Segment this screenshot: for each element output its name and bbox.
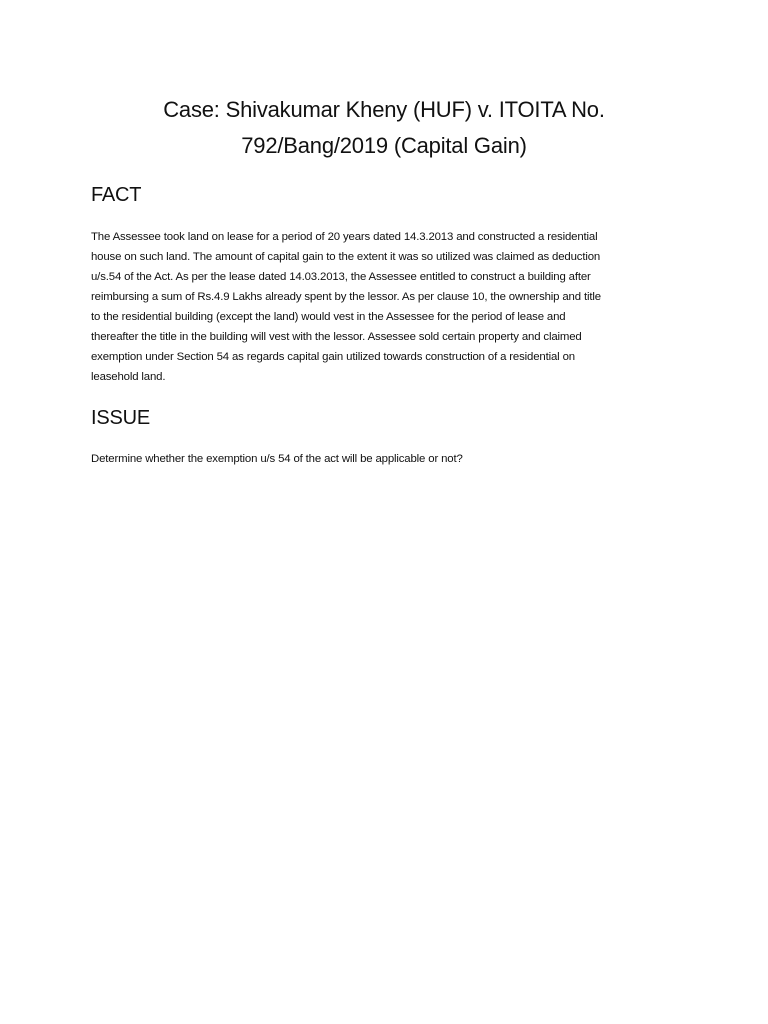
issue-line: Determine whether the exemption u/s 54 of the act will be applicable or not? <box>91 453 463 465</box>
fact-line: thereafter the title in the building will vest with the lessor. Assessee sold certain property and claimed <box>91 331 582 343</box>
fact-line: u/s.54 of the Act. As per the lease dated 14.03.2013, the Assessee entitled to construct a building after <box>91 271 591 283</box>
case-title <box>90 92 678 164</box>
issue-paragraph <box>91 449 691 469</box>
case-title-line: Case: Shivakumar Kheny (HUF) v. ITOITA No. <box>163 97 605 122</box>
fact-heading: FACT <box>91 184 142 206</box>
fact-line: The Assessee took land on lease for a period of 20 years dated 14.3.2013 and constructed a residential <box>91 231 598 243</box>
fact-line: leasehold land. <box>91 371 166 383</box>
issue-heading: ISSUE <box>91 407 151 429</box>
fact-line: exemption under Section 54 as regards capital gain utilized towards construction of a residential on <box>91 351 575 363</box>
fact-paragraph <box>91 227 691 387</box>
fact-line: to the residential building (except the land) would vest in the Assessee for the period of lease and <box>91 311 566 323</box>
fact-line: house on such land. The amount of capital gain to the extent it was so utilized was claimed as deduction <box>91 251 601 263</box>
case-title-line: 792/Bang/2019 (Capital Gain) <box>241 133 527 158</box>
fact-line: reimbursing a sum of Rs.4.9 Lakhs already spent by the lessor. As per clause 10, the ownership and title <box>91 291 601 303</box>
